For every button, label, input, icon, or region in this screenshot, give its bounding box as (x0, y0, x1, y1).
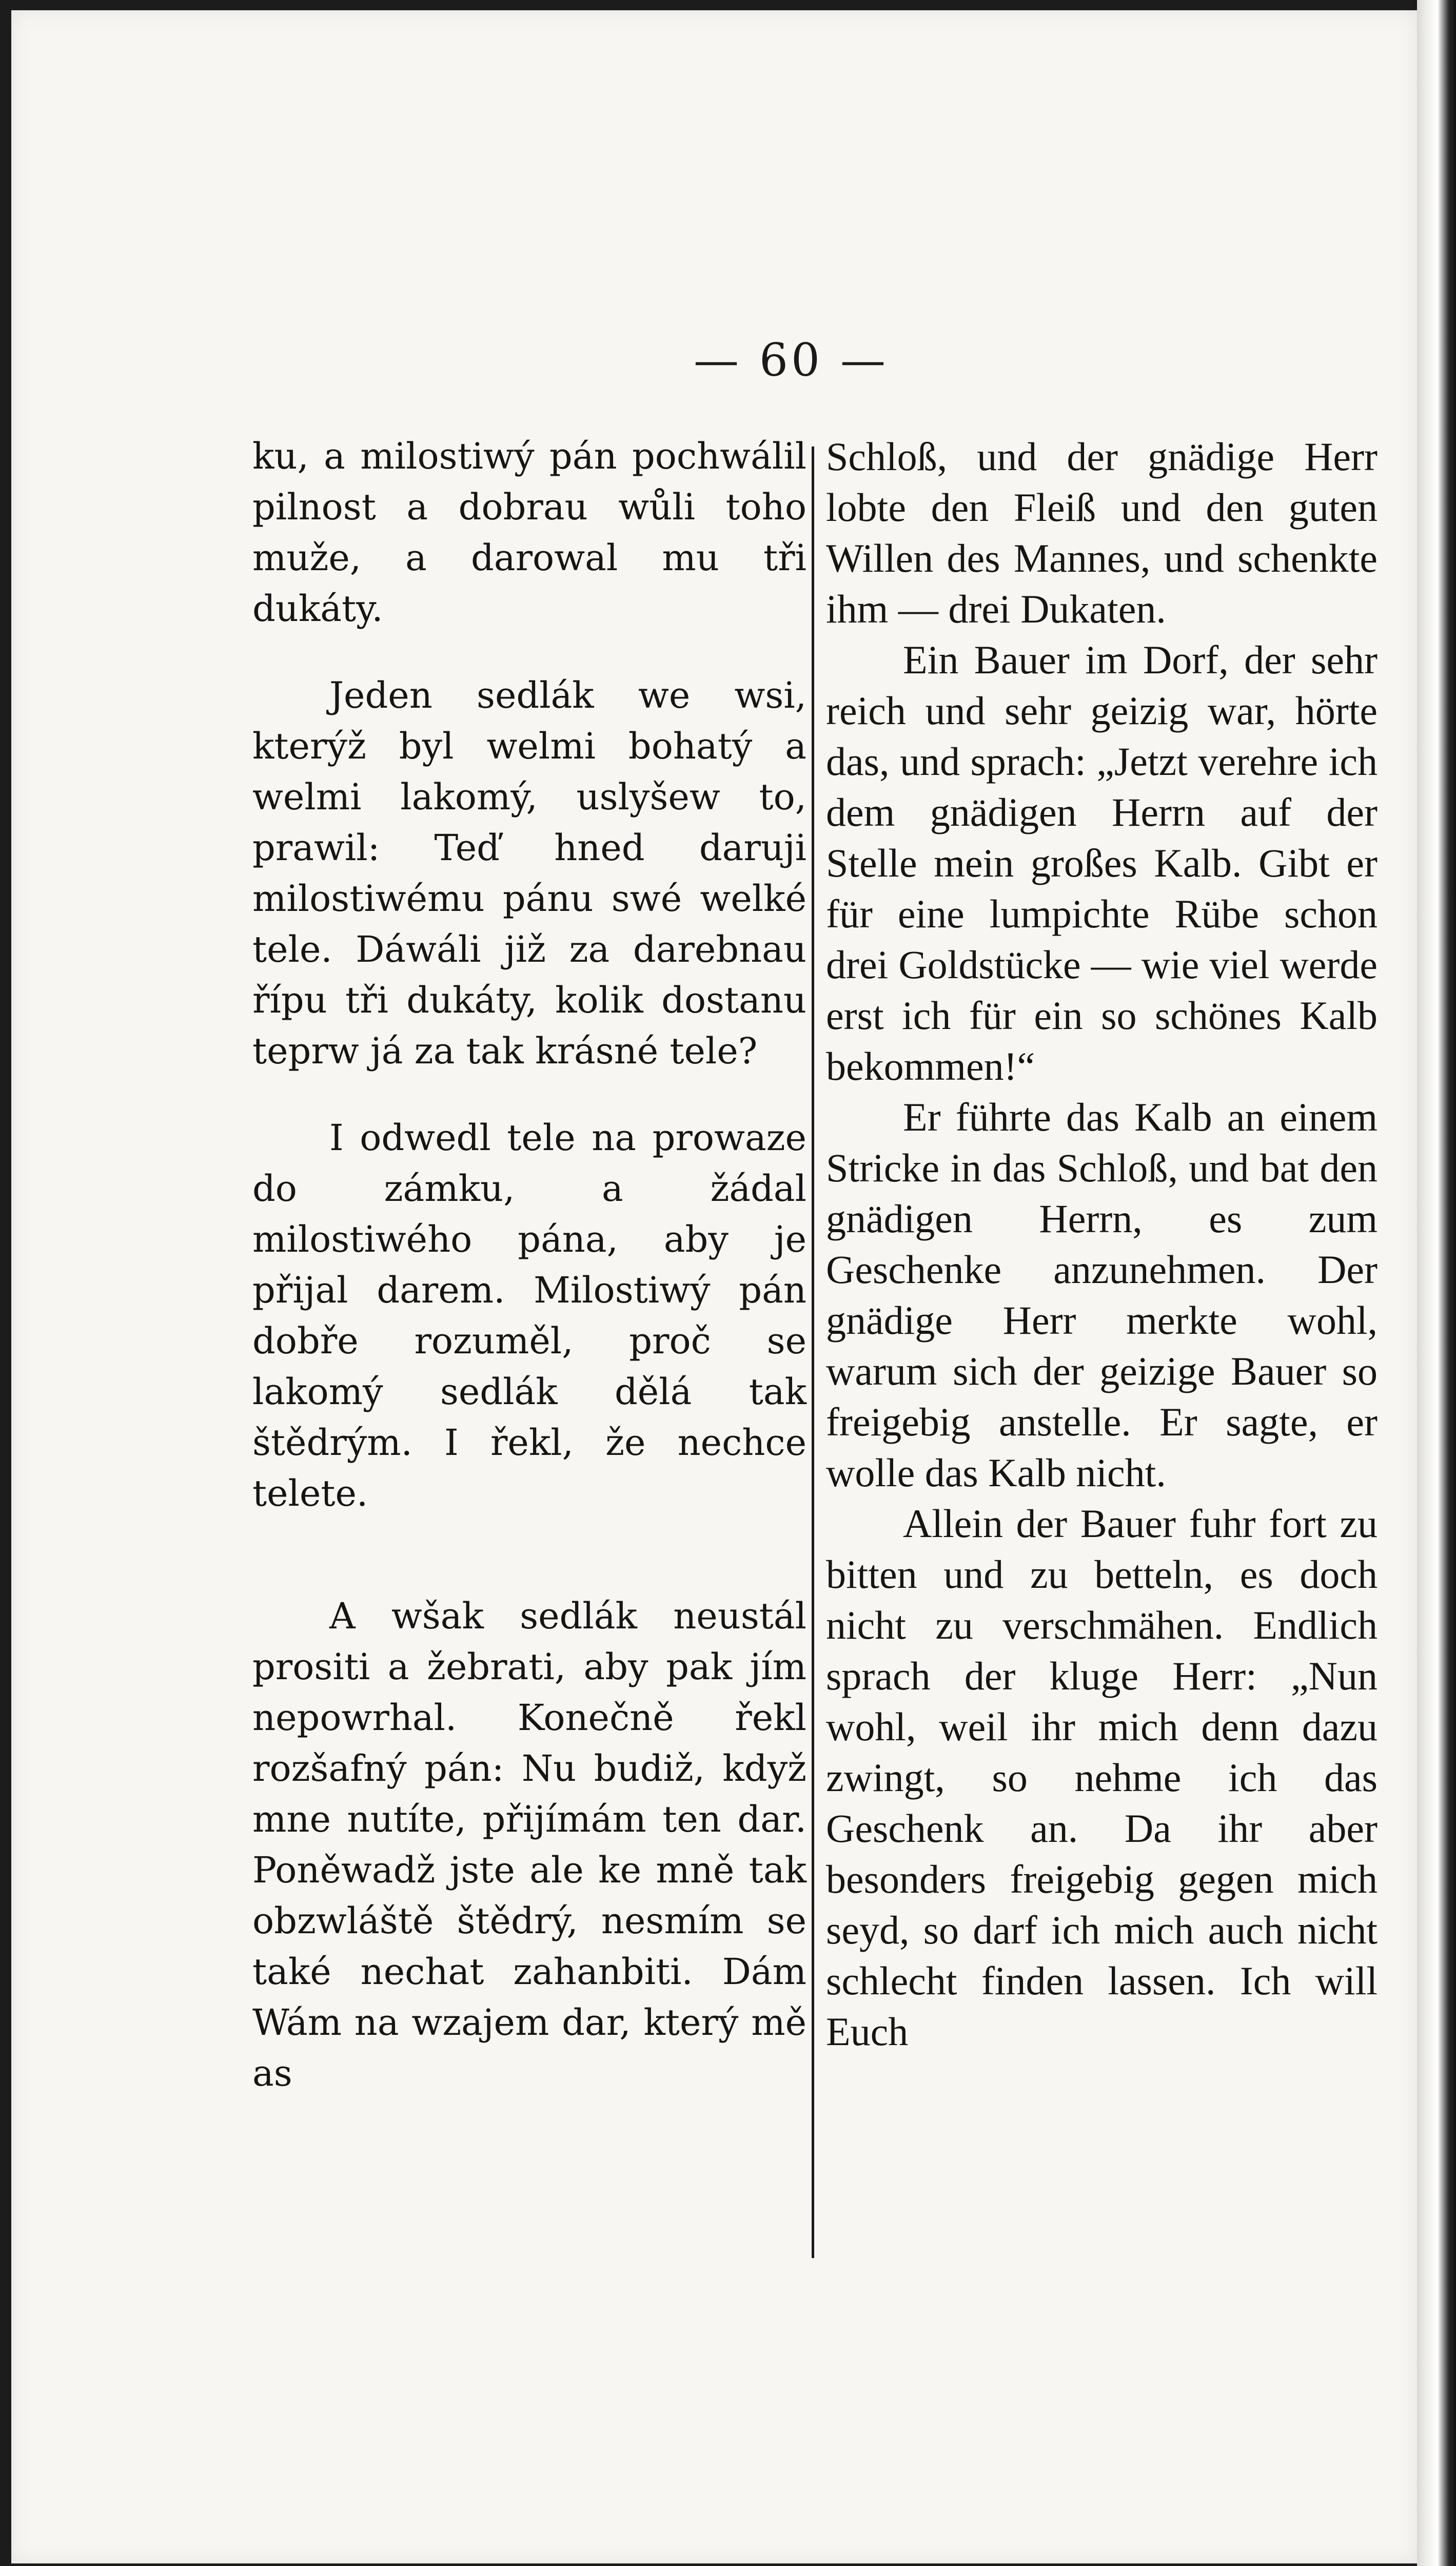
czech-paragraph-2: Jeden sedlák we wsi, kterýž byl welmi bohatý a welmi lakomý, uslyšew to, prawil: Teď hned daruji milostiwému pánu swé welké tele. Dáwáli již za darebnau řípu tři dukáty, kolik dostanu teprw já za tak krásné tele? (252, 674, 806, 1072)
page-edge-shadow (1417, 0, 1456, 2566)
german-paragraph-4: Allein der Bauer fuhr fort zu bitten und zu betteln, es doch nicht zu verschmähen. Endlich sprach der kluge Herr: „Nun wohl, weil ihr mich denn dazu zwingt, so nehme ich das Geschenk an. Da ihr aber besonders freigebig gegen mich seyd, so darf ich mich auch nicht schlecht finden lassen. Ich will Euch (826, 1501, 1378, 2054)
column-divider (812, 446, 814, 2258)
czech-column (252, 431, 806, 2099)
book-page (11, 10, 1417, 2563)
page-number: — 60 — (694, 334, 889, 386)
czech-paragraph-4: A wšak sedlák neustál prositi a žebrati, aby pak jím nepowrhal. Konečně řekl rozšafný pán: Nu budiž, když mne nutíte, přijímám ten dar. Poněwadž jste ale ke mně tak obzwláště štědrý, nesmím se také nechat zahanbiti. Dám Wám na wzajem dar, který mě as (252, 1595, 806, 2094)
german-column (826, 431, 1378, 2057)
german-paragraph-2: Ein Bauer im Dorf, der sehr reich und sehr geizig war, hörte das, und sprach: „Jetzt verehre ich dem gnädigen Herrn auf der Stelle mein großes Kalb. Gibt er für eine lumpichte Rübe schon drei Goldstücke — wie viel werde erst ich für ein so schönes Kalb bekommen!“ (826, 637, 1378, 1088)
german-paragraph-1: Schloß, und der gnädige Herr lobte den Fleiß und den guten Willen des Mannes, und schenkte ihm — drei Dukaten. (826, 434, 1378, 631)
czech-paragraph-1: ku, a milostiwý pán pochwálil pilnost a dobrau wůli toho muže, a darowal mu tři dukáty. (252, 435, 806, 630)
czech-paragraph-3: I odwedl tele na prowaze do zámku, a žádal milostiwého pána, aby je přijal darem. Milostiwý pán dobře rozuměl, proč se lakomý sedlák dělá tak štědrým. I řekl, že nechce telete. (252, 1117, 806, 1514)
german-paragraph-3: Er führte das Kalb an einem Stricke in das Schloß, und bat den gnädigen Herrn, es zum Geschenke anzunehmen. Der gnädige Herr merkte wohl, warum sich der geizige Bauer so freigebig anstelle. Er sagte, er wolle das Kalb nicht. (826, 1095, 1378, 1495)
